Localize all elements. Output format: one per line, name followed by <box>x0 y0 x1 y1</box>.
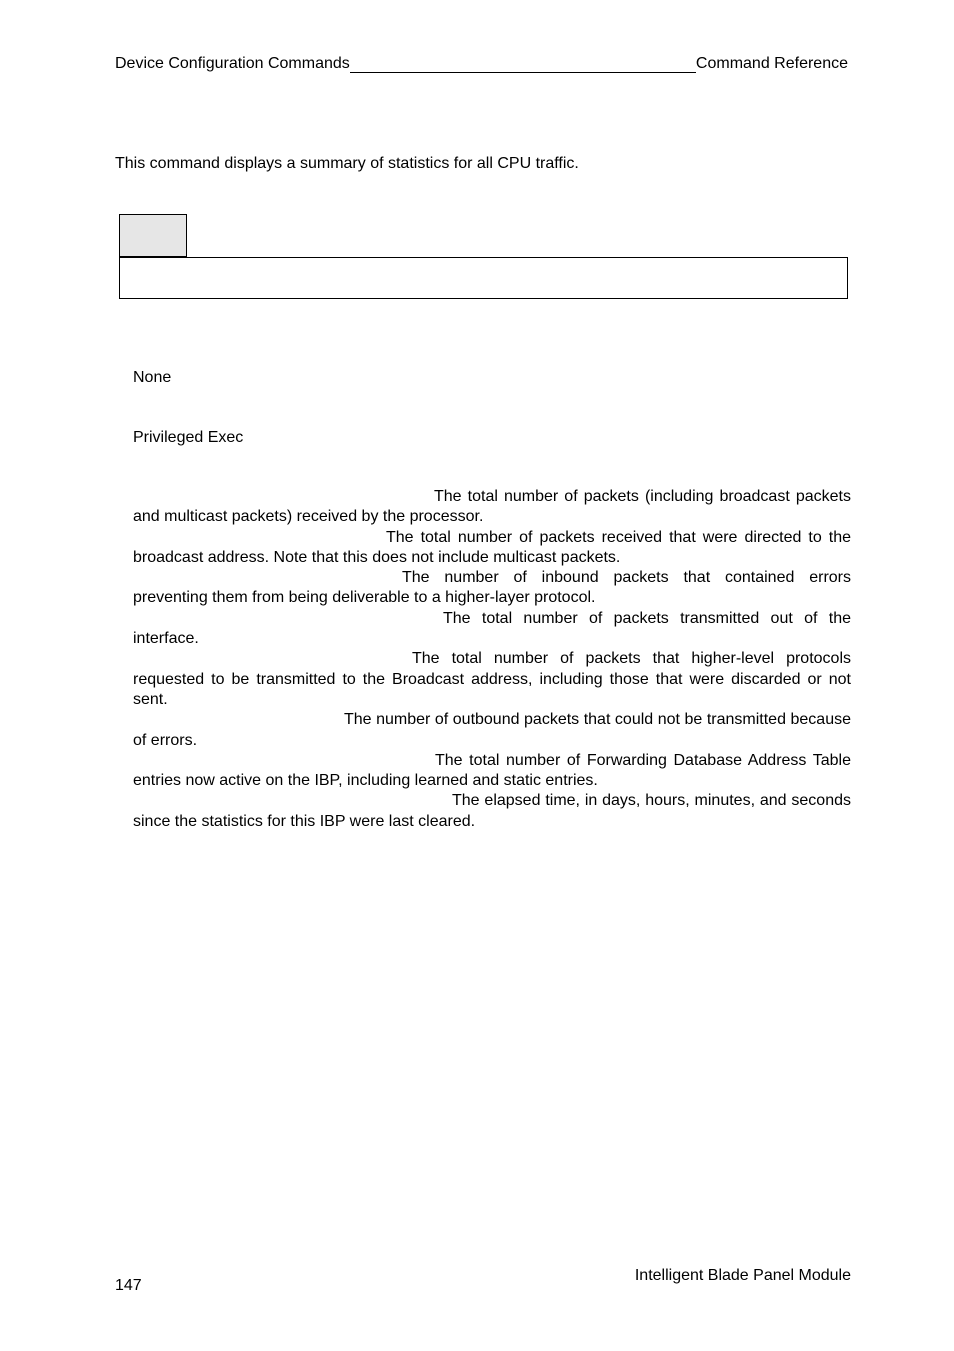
field-description: The total number of packets received that were directed to the broadcast address. Note that this does not include multicast packets. <box>133 528 851 566</box>
header-section-title: Device Configuration Commands <box>115 55 350 72</box>
field-descriptions <box>133 487 851 832</box>
field-description: The total number of packets (including broadcast packets and multicast packets) received by the processor. <box>133 488 851 526</box>
header-rule <box>350 54 696 73</box>
syntax-box <box>119 257 848 299</box>
field-description: The total number of packets that higher-level protocols requested to be transmitted to the Broadcast address, including those that were discarded or not sent. <box>133 650 851 708</box>
default-value: None <box>133 369 172 386</box>
command-mode: Privileged Exec <box>133 429 244 446</box>
field-description: The elapsed time, in days, hours, minutes, and seconds since the statistics for this IBP were last cleared. <box>133 792 851 830</box>
page-header <box>115 54 848 74</box>
footer-title: Intelligent Blade Panel Module <box>634 1267 851 1284</box>
field-description: The total number of packets transmitted out of the interface. <box>133 609 851 648</box>
command-description: This command displays a summary of statistics for all CPU traffic. <box>115 155 579 172</box>
page-number: 147 <box>115 1277 142 1294</box>
field-description: The number of outbound packets that could not be transmitted because of errors. <box>133 711 851 749</box>
field-description: The total number of Forwarding Database Address Table entries now active on the IBP, including learned and static entries. <box>133 751 851 790</box>
field-description: The number of inbound packets that contained errors preventing them from being deliverable to a higher-layer protocol. <box>133 569 851 607</box>
header-document-title: Command Reference <box>695 55 848 72</box>
syntax-label-cell <box>119 214 187 257</box>
